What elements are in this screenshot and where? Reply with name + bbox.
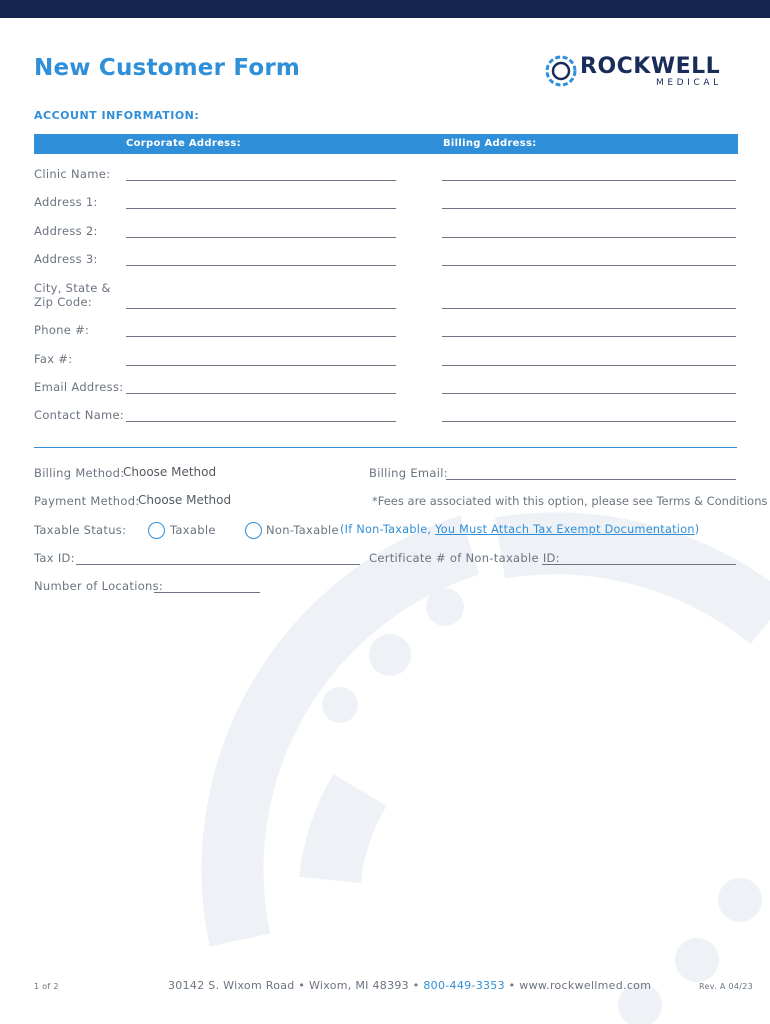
billing-address-header: Billing Address: [443, 138, 537, 149]
payment-method-label: Payment Method: [34, 494, 140, 508]
phone-label: Phone #: [34, 323, 90, 337]
company-logo [544, 52, 744, 92]
locations-field[interactable] [154, 592, 260, 593]
fees-note: *Fees are associated with this option, please see Terms & Conditions [372, 494, 768, 508]
certificate-label: Certificate # of Non-taxable ID: [369, 551, 560, 565]
payment-method-select[interactable]: Choose Method [138, 493, 232, 507]
email-address-label: Email Address: [34, 380, 124, 394]
tax-id-field[interactable] [76, 564, 360, 565]
corporate-address3-field[interactable] [126, 265, 396, 266]
corporate-address2-field[interactable] [126, 237, 396, 238]
address-header-bar [34, 134, 738, 154]
taxable-radio[interactable] [148, 522, 165, 539]
corporate-address1-field[interactable] [126, 208, 396, 209]
logo-ring-icon [544, 54, 578, 88]
locations-label: Number of Locations: [34, 579, 164, 593]
billing-method-select[interactable]: Choose Method [123, 465, 217, 479]
billing-phone-field[interactable] [442, 336, 736, 337]
footer-contact [168, 979, 651, 992]
tax-id-label: Tax ID: [34, 551, 75, 565]
section-title: ACCOUNT INFORMATION: [34, 109, 200, 122]
taxable-option-label: Taxable [170, 523, 216, 537]
footer-address: 30142 S. Wixom Road • Wixom, MI 48393 • [168, 979, 424, 992]
billing-email-address-field[interactable] [442, 393, 736, 394]
revision-label: Rev. A 04/23 [699, 982, 753, 991]
contact-name-label: Contact Name: [34, 408, 125, 422]
non-taxable-note-prefix: (If Non-Taxable, [340, 523, 436, 536]
non-taxable-option-label: Non-Taxable [266, 523, 339, 537]
billing-method-label: Billing Method: [34, 466, 125, 480]
corporate-city-zip-field[interactable] [126, 308, 396, 309]
address3-label: Address 3: [34, 252, 98, 266]
billing-email-label: Billing Email: [369, 466, 448, 480]
billing-city-zip-field[interactable] [442, 308, 736, 309]
page-title: New Customer Form [34, 55, 301, 81]
non-taxable-note [340, 523, 699, 537]
billing-contact-field[interactable] [442, 421, 736, 422]
billing-email-field[interactable] [446, 479, 736, 480]
tax-exempt-doc-link[interactable]: You Must Attach Tax Exempt Documentation [435, 523, 695, 536]
section-divider [34, 447, 737, 448]
corporate-email-field[interactable] [126, 393, 396, 394]
clinic-name-label: Clinic Name: [34, 167, 111, 181]
billing-fax-field[interactable] [442, 365, 736, 366]
address1-label: Address 1: [34, 195, 98, 209]
footer-phone: 800-449-3353 [423, 979, 505, 992]
corporate-fax-field[interactable] [126, 365, 396, 366]
city-state-label: City, State & [34, 281, 111, 295]
logo-name: ROCKWELL [580, 54, 721, 79]
fax-label: Fax #: [34, 352, 73, 366]
billing-address1-field[interactable] [442, 208, 736, 209]
certificate-field[interactable] [542, 564, 736, 565]
address2-label: Address 2: [34, 224, 98, 238]
corporate-clinic-name-field[interactable] [126, 180, 396, 181]
footer-website: • www.rockwellmed.com [504, 979, 652, 992]
page-number: 1 of 2 [34, 982, 59, 991]
zip-code-label: Zip Code: [34, 295, 93, 309]
corporate-phone-field[interactable] [126, 336, 396, 337]
corporate-address-header: Corporate Address: [126, 138, 241, 149]
taxable-status-label: Taxable Status: [34, 523, 127, 537]
billing-address3-field[interactable] [442, 265, 736, 266]
logo-subtitle: MEDICAL [656, 78, 722, 88]
non-taxable-note-suffix: ) [694, 523, 700, 536]
non-taxable-radio[interactable] [245, 522, 262, 539]
billing-clinic-name-field[interactable] [442, 180, 736, 181]
corporate-contact-field[interactable] [126, 421, 396, 422]
billing-address2-field[interactable] [442, 237, 736, 238]
